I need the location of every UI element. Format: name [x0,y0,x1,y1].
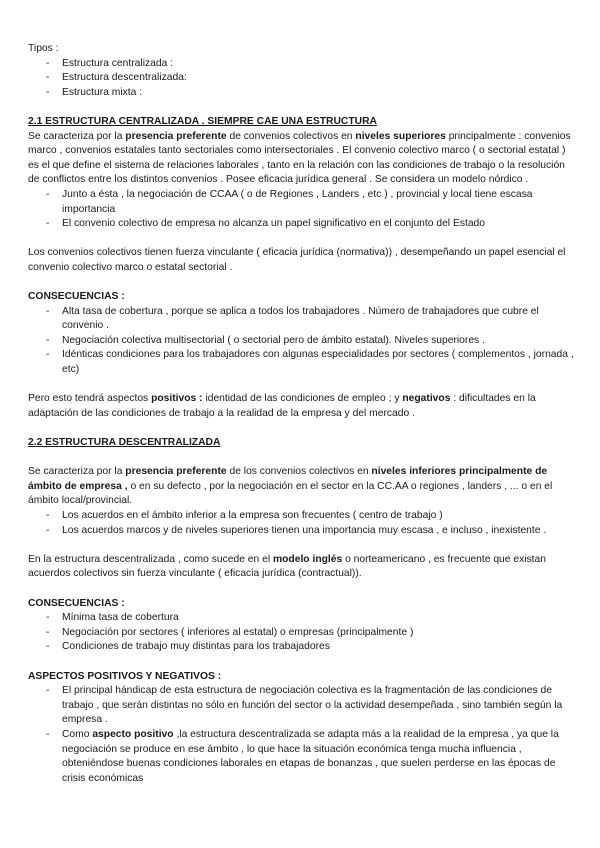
tipos-list [28,57,576,101]
list-item: - Alta tasa de cobertura , porque se aplica a todos los trabajadores . Número de trabajadores que cubre el convenio . [28,305,576,334]
section-2-2-paragraph-1: Se caracteriza por la presencia preferente de los convenios colectivos en niveles inferiores principalmente de ámbito de empresa , o en su defecto , por la negociación en el sector en la CC.AA o regiones , landers , ... o en el ámbito local/provincial. [28,466,553,507]
list-item: - El convenio colectivo de empresa no alcanza un papel significativo en el conjunto del Estado [28,217,576,232]
section-2-1-bullets [28,188,576,232]
aspectos-heading: ASPECTOS POSITIVOS Y NEGATIVOS : [28,670,222,682]
tipos-item: - Estructura descentralizada: [28,71,576,86]
list-item: - El principal hándicap de esta estructura de negociación colectiva es la fragmentación de las condiciones de trabajo , que serán distintas no sólo en función del sector o la actividad desempeñada , sino también según la empresa . [28,684,576,728]
consecuencias-list [28,611,576,655]
list-item: - Mínima tasa de cobertura [28,611,576,626]
list-item: - Idénticas condiciones para los trabajadores con algunas especialidades por sectores ( complementos , jornada , etc) [28,348,576,377]
document-page [28,42,576,786]
list-item: - Los acuerdos marcos y de niveles superiores tienen una importancia muy escasa , e incluso , inexistente . [28,524,576,539]
list-item: - Condiciones de trabajo muy distintas para los trabajadores [28,640,576,655]
section-2-2-heading: 2.2 ESTRUCTURA DESCENTRALIZADA [28,437,221,449]
section-2-1-paragraph-3: Pero esto tendrá aspectos positivos : identidad de las condiciones de empleo ; y negativos : dificultades en la adaptación de las condiciones de trabajo a la realidad de la empresa y del mercado . [28,393,536,419]
section-2-2-paragraph-2: En la estructura descentralizada , como sucede en el modelo inglés o norteamericano , es frecuente que existan acuerdos colectivos sin fuerza vinculante ( eficacia jurídica (contractual)). [28,553,546,580]
section-2-2-bullets [28,509,576,538]
tipos-label: Tipos : [28,43,59,54]
list-item: - Negociación colectiva multisectorial ( o sectorial pero de ámbito estatal). Niveles superiores . [28,334,576,349]
tipos-item: - Estructura mixta : [28,86,576,101]
section-2-1-paragraph-1: Se caracteriza por la presencia preferente de convenios colectivos en niveles superiores principalmente : convenios marco , convenios estatales tanto sectoriales como intersectoriales . El convenio colectivo marco ( o sectorial estatal ) es el que define el sistema de relaciones laborales , tanto en la relación con las condiciones de trabajo o la resolución de conflictos entre los distintos convenios . Posee eficacia jurídica general . Se considera un modelo nórdico . [28,130,571,186]
list-item: - Los acuerdos en el ámbito inferior a la empresa son frecuentes ( centro de trabajo ) [28,509,576,524]
section-2-1-paragraph-2: Los convenios colectivos tienen fuerza vinculante ( eficacia jurídica (normativa)) , desempeñando un papel esencial el convenio colectivo marco o estatal sectorial . [28,247,566,273]
consecuencias-heading: CONSECUENCIAS : [28,291,125,303]
section-2-1-heading: 2.1 ESTRUCTURA CENTRALIZADA . SIEMPRE CAE UNA ESTRUCTURA [28,115,377,127]
consecuencias-list [28,305,576,378]
list-item: - Junto a ésta , la negociación de CCAA ( o de Regiones , Landers , etc ) , provincial y local tiene escasa importancia [28,188,576,217]
list-item: - Como aspecto positivo ,la estructura descentralizada se adapta más a la realidad de la empresa , ya que la negociación se produce en ese ámbito , lo que hace la situación económica tenga mucha influencia , obteniéndose buenas condiciones laborales en etapas de bonanzas , que suelen perderse en las épocas de crisis económicas [28,728,576,786]
tipos-item: - Estructura centralizada : [28,57,576,72]
list-item: - Negociación por sectores ( inferiores al estatal) o empresas (principalmente ) [28,626,576,641]
aspectos-list [28,684,576,786]
consecuencias-heading: CONSECUENCIAS : [28,597,125,609]
